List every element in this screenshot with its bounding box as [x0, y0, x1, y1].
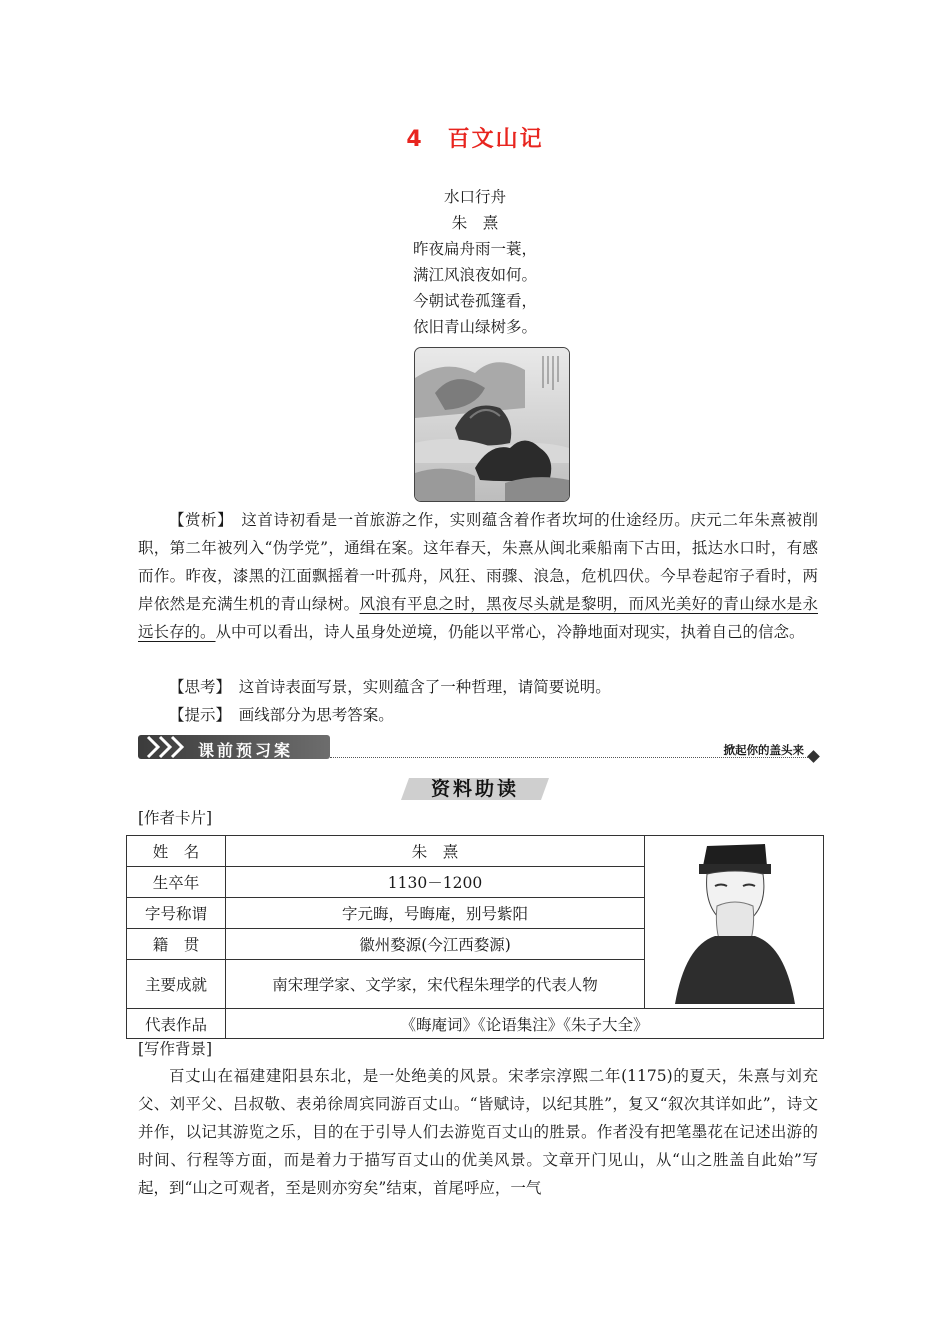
poem-title: 水口行舟 — [443, 188, 506, 206]
think-text: 这首诗表面写景，实则蕴含了一种哲理，请简要说明。 — [223, 678, 611, 696]
chevron-right-icon — [144, 735, 194, 759]
table-cell-value: 南宋理学家、文学家，宋代程朱理学的代表人物 — [226, 960, 645, 1009]
portrait-cell — [645, 836, 824, 1009]
appreciation-text-end: 从中可以看出，诗人虽身处逆境，仍能以平常心，冷静地面对现实，执着自己的信念。 — [215, 623, 805, 641]
landscape-painting — [414, 347, 570, 502]
section-banner — [138, 733, 818, 763]
table-cell-key: 代表作品 — [127, 1009, 226, 1039]
hint-paragraph — [138, 701, 818, 729]
table-cell-value: 《晦庵词》《论语集注》《朱子大全》 — [226, 1009, 824, 1039]
banner-label: 课前预习案 — [198, 741, 294, 760]
table-cell-value: 徽州婺源(今江西婺源) — [226, 929, 645, 960]
appreciation-text: 这首诗初看是一首旅游之作，实则蕴含着作者坎坷的仕途经历。庆元二年朱熹被削职，第二年被列入“伪学党”，通缉在案。这年春天，朱熹从闽北乘船南下古田，抵达水口时，有感而作。昨夜，漆黑的江面飘摇着一叶孤舟，风狂、雨骤、浪急，危机四伏。今早卷起帘子看时，两岸依然是充满生机的青山绿树。 — [138, 511, 818, 613]
portrait-image — [645, 836, 823, 1004]
banner-right-text: 掀起你的盖头来 — [723, 743, 804, 757]
subheading-text: 资料助读 — [430, 778, 519, 800]
diamond-icon — [807, 750, 820, 763]
banner-tab — [138, 735, 330, 759]
poem-author: 朱 熹 — [451, 214, 499, 232]
hint-label: 【提示】 — [169, 706, 224, 724]
poem-line: 依旧青山绿树多。 — [412, 318, 537, 336]
table-cell-key: 字号称谓 — [127, 898, 226, 929]
appreciation-paragraph — [138, 506, 818, 646]
poem-line: 满江风浪夜如何。 — [412, 266, 537, 284]
think-paragraph — [138, 673, 818, 701]
table-cell-key: 姓 名 — [127, 836, 226, 867]
think-label: 【思考】 — [169, 678, 224, 696]
table-row — [127, 836, 824, 867]
table-cell-value: 1130－1200 — [226, 867, 645, 898]
poem-line: 今朝试卷孤篷看， — [412, 292, 537, 310]
table-cell-value: 字元晦，号晦庵，别号紫阳 — [226, 898, 645, 929]
author-card-heading: [作者卡片] — [138, 809, 213, 827]
background-paragraph: 百丈山在福建建阳县东北，是一处绝美的风景。宋孝宗淳熙二年(1175)的夏天，朱熹与刘充父、刘平父、吕叔敬、表弟徐周宾同游百丈山。“皆赋诗，以纪其胜”，复又“叙次其详如此”，诗文并作，以记其游览之乐，目的在于引导人们去游览百丈山的胜景。作者没有把笔墨花在记述出游的时间、行程等方面，而是着力于描写百丈山的优美风景。文章开门见山，从“山之胜盖自此始”写起，到“山之可观者，至是则亦穷矣”结束，首尾呼应，一气 — [138, 1067, 818, 1197]
subheading — [405, 772, 545, 802]
table-cell-key: 籍 贯 — [127, 929, 226, 960]
author-card-table — [126, 835, 824, 1039]
table-cell-value: 朱 熹 — [226, 836, 645, 867]
underlined-answer: 风浪有平息之时，黑夜尽头就是黎明，而风光美好的青山绿水是永远长存的。 — [138, 595, 818, 641]
poem-line: 昨夜扁舟雨一蓑， — [412, 240, 537, 258]
hint-text: 画线部分为思考答案。 — [223, 706, 394, 724]
table-cell-key: 生卒年 — [127, 867, 226, 898]
poem — [0, 184, 950, 340]
page-title: 4 百文山记 — [406, 127, 544, 152]
table-row — [127, 1009, 824, 1039]
appreciation-label: 【赏析】 — [169, 511, 226, 529]
background-heading: [写作背景] — [138, 1040, 213, 1058]
table-cell-key: 主要成就 — [127, 960, 226, 1009]
